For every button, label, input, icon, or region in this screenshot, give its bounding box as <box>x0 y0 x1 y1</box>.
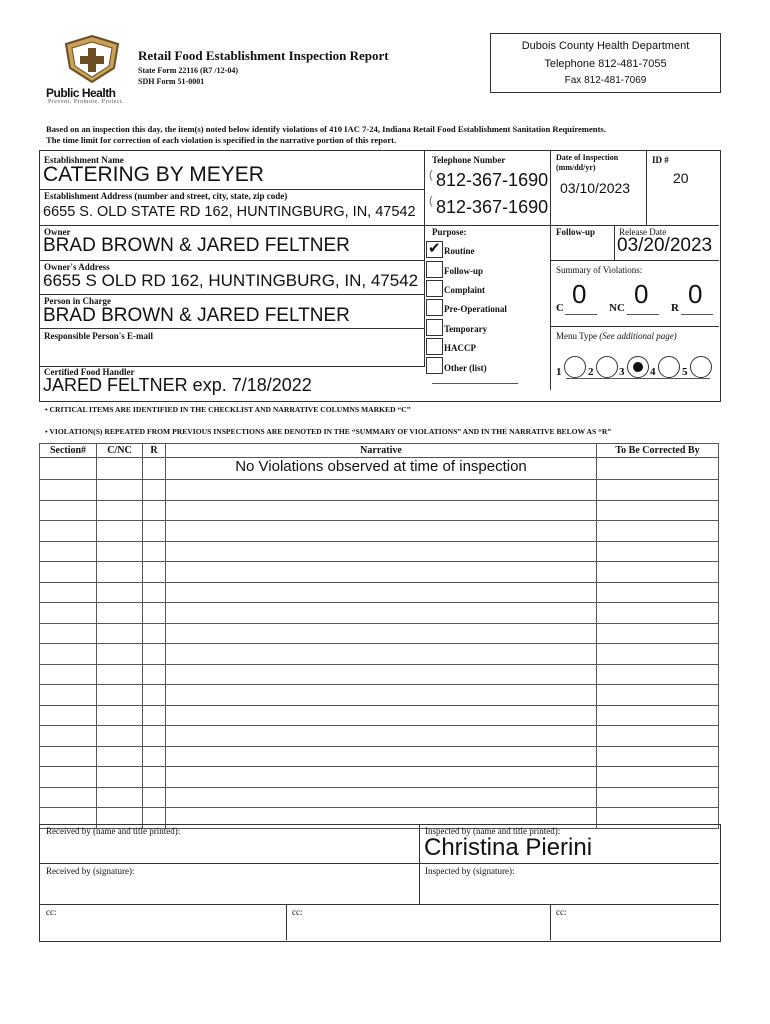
purpose-haccp-label: HACCP <box>444 343 476 353</box>
table-row <box>40 562 719 583</box>
cell-cnc[interactable] <box>97 603 143 624</box>
cell-section[interactable] <box>40 746 97 767</box>
cell-correct-by[interactable] <box>597 541 719 562</box>
menu-type-5-label: 5 <box>682 366 688 378</box>
id-label: ID # <box>652 155 669 165</box>
purpose-pre-operational-label: Pre-Operational <box>444 304 507 314</box>
cell-narrative[interactable] <box>166 623 597 644</box>
inspected-by-name-label: Inspected by (name and title printed): <box>425 826 561 836</box>
form-number-1: State Form 22116 (R7 /12-04) <box>138 66 238 75</box>
purpose-haccp-checkbox[interactable] <box>426 338 443 355</box>
table-row <box>40 746 719 767</box>
cell-section[interactable] <box>40 541 97 562</box>
cell-r[interactable] <box>143 685 166 706</box>
responsible-email-label: Responsible Person's E-mail <box>44 331 154 341</box>
cell-cnc[interactable] <box>97 767 143 788</box>
department-phone: Telephone 812-481-7055 <box>544 58 667 70</box>
column-header-cnc: C/NC <box>97 444 143 458</box>
cell-correct-by[interactable] <box>597 582 719 603</box>
cell-r[interactable] <box>143 746 166 767</box>
cell-narrative[interactable] <box>166 644 597 665</box>
table-row <box>40 664 719 685</box>
summary-c-label: C <box>556 302 564 314</box>
cell-section[interactable] <box>40 458 97 480</box>
cell-r[interactable] <box>143 623 166 644</box>
cell-narrative[interactable] <box>166 480 597 501</box>
logo-text: Public Health <box>46 86 116 100</box>
establishment-name-field[interactable]: CATERING BY MEYER <box>43 163 264 186</box>
cell-r[interactable] <box>143 480 166 501</box>
summary-nc-label: NC <box>609 302 625 314</box>
menu-type-title: Menu Type <box>556 331 597 341</box>
public-health-shield-icon <box>62 34 122 84</box>
cell-cnc[interactable] <box>97 521 143 542</box>
note-repeated-violations: • VIOLATION(S) REPEATED FROM PREVIOUS INSPECTIONS ARE DENOTED IN THE “SUMMARY OF VIOLATIONS” AND IN THE NARRATIVE BELOW AS “R” <box>45 427 612 436</box>
cell-r[interactable] <box>143 603 166 624</box>
date-format-label: (mm/dd/yr) <box>556 163 596 172</box>
cell-section[interactable] <box>40 603 97 624</box>
cell-r[interactable] <box>143 521 166 542</box>
cell-correct-by[interactable] <box>597 521 719 542</box>
cell-correct-by[interactable] <box>597 500 719 521</box>
received-by-name-field[interactable] <box>42 836 416 862</box>
purpose-complaint-label: Complaint <box>444 285 486 295</box>
column-header-correct-by: To Be Corrected By <box>597 444 719 458</box>
cell-correct-by[interactable] <box>597 644 719 665</box>
cell-section[interactable] <box>40 582 97 603</box>
cc-label-1: cc: <box>46 907 57 917</box>
inspected-by-signature-field[interactable] <box>422 877 716 902</box>
owners-address-label: Owner's Address <box>44 262 110 272</box>
summary-nc-value[interactable]: 0 <box>634 279 649 309</box>
purpose-label: Purpose: <box>432 227 467 237</box>
menu-type-5-radio[interactable] <box>690 356 712 378</box>
table-row <box>40 726 719 747</box>
cell-cnc[interactable] <box>97 644 143 665</box>
menu-type-1-radio[interactable] <box>564 356 586 378</box>
table-row <box>40 500 719 521</box>
establishment-address-label: Establishment Address (number and street, city, state, zip code) <box>44 191 288 201</box>
cell-narrative[interactable] <box>166 500 597 521</box>
cell-section[interactable] <box>40 644 97 665</box>
id-field[interactable]: 20 <box>673 170 689 186</box>
cell-r[interactable] <box>143 541 166 562</box>
follow-up-label: Follow-up <box>556 227 596 237</box>
date-of-inspection-label: Date of Inspection <box>556 153 619 162</box>
cell-narrative[interactable] <box>166 685 597 706</box>
cc-label-2: cc: <box>292 907 303 917</box>
cell-narrative[interactable] <box>166 705 597 726</box>
cell-narrative[interactable]: No Violations observed at time of inspection <box>166 458 597 480</box>
cell-section[interactable] <box>40 726 97 747</box>
cell-cnc[interactable] <box>97 480 143 501</box>
received-by-signature-field[interactable] <box>42 877 416 902</box>
certified-food-handler-label: Certified Food Handler <box>44 367 135 377</box>
release-date-label: Release Date <box>619 227 667 237</box>
table-row <box>40 685 719 706</box>
cell-r[interactable] <box>143 787 166 808</box>
cell-cnc[interactable] <box>97 623 143 644</box>
cell-r[interactable] <box>143 458 166 480</box>
cell-narrative[interactable] <box>166 787 597 808</box>
purpose-routine-checkbox[interactable] <box>426 241 443 258</box>
cell-narrative[interactable] <box>166 541 597 562</box>
date-of-inspection-field[interactable]: 03/10/2023 <box>560 180 631 196</box>
table-row <box>40 541 719 562</box>
telephone-paren-2: ( <box>429 195 433 207</box>
cell-section[interactable] <box>40 705 97 726</box>
menu-type-3-radio[interactable] <box>627 356 649 378</box>
cell-r[interactable] <box>143 767 166 788</box>
person-in-charge-field[interactable]: BRAD BROWN & JARED FELTNER <box>43 305 350 326</box>
cell-correct-by[interactable] <box>597 623 719 644</box>
cell-narrative[interactable] <box>166 521 597 542</box>
cell-r[interactable] <box>143 582 166 603</box>
table-row <box>40 767 719 788</box>
cell-section[interactable] <box>40 787 97 808</box>
cell-cnc[interactable] <box>97 726 143 747</box>
purpose-routine-label: Routine <box>444 246 475 256</box>
cell-cnc[interactable] <box>97 582 143 603</box>
purpose-follow-up-label: Follow-up <box>444 266 484 276</box>
cell-cnc[interactable] <box>97 458 143 480</box>
cell-cnc[interactable] <box>97 746 143 767</box>
summary-r-label: R <box>671 302 679 314</box>
purpose-other-checkbox[interactable] <box>426 357 443 374</box>
inspected-by-signature-label: Inspected by (signature): <box>425 866 515 876</box>
cell-section[interactable] <box>40 664 97 685</box>
purpose-complaint-checkbox[interactable] <box>426 280 443 297</box>
cell-narrative[interactable] <box>166 746 597 767</box>
table-row <box>40 705 719 726</box>
cell-r[interactable] <box>143 500 166 521</box>
establishment-address-field[interactable]: 6655 S. OLD STATE RD 162, HUNTINGBURG, IN, 47542 <box>43 204 416 220</box>
cell-correct-by[interactable] <box>597 746 719 767</box>
form-number-2: SDH Form 51-0001 <box>138 77 205 86</box>
cell-r[interactable] <box>143 664 166 685</box>
cell-correct-by[interactable] <box>597 705 719 726</box>
intro-line-2: The time limit for correction of each violation is specified in the narrative portion of this report. <box>46 135 397 145</box>
cell-correct-by[interactable] <box>597 685 719 706</box>
menu-type-2-radio[interactable] <box>596 356 618 378</box>
menu-type-label <box>556 331 677 341</box>
certified-food-handler-field[interactable]: JARED FELTNER exp. 7/18/2022 <box>43 375 312 395</box>
logo-tagline: Prevent. Promote. Protect. <box>48 99 125 105</box>
cell-r[interactable] <box>143 562 166 583</box>
violations-table <box>39 443 719 829</box>
cell-section[interactable] <box>40 685 97 706</box>
column-header-section: Section# <box>40 444 97 458</box>
summary-c-value[interactable]: 0 <box>572 279 587 309</box>
owner-field[interactable]: BRAD BROWN & JARED FELTNER <box>43 235 350 256</box>
menu-type-4-radio[interactable] <box>658 356 680 378</box>
purpose-temporary-checkbox[interactable] <box>426 319 443 336</box>
cell-section[interactable] <box>40 623 97 644</box>
cell-section[interactable] <box>40 500 97 521</box>
intro-line-1: Based on an inspection this day, the item(s) noted below identify violations of 410 IAC 7-24, Indiana Retail Food Establishment Sanitation Requirements. <box>46 124 606 134</box>
purpose-follow-up-checkbox[interactable] <box>426 261 443 278</box>
cell-narrative[interactable] <box>166 582 597 603</box>
cell-narrative[interactable] <box>166 664 597 685</box>
column-header-narrative: Narrative <box>166 444 597 458</box>
telephone-paren-1: ( <box>429 169 433 181</box>
cell-r[interactable] <box>143 726 166 747</box>
department-box <box>490 33 721 93</box>
cell-cnc[interactable] <box>97 664 143 685</box>
cell-correct-by[interactable] <box>597 767 719 788</box>
note-critical-items: • CRITICAL ITEMS ARE IDENTIFIED IN THE CHECKLIST AND NARRATIVE COLUMNS MARKED “C” <box>45 405 411 414</box>
cell-r[interactable] <box>143 705 166 726</box>
column-header-r: R <box>143 444 166 458</box>
radio-selected-dot <box>633 362 643 372</box>
cell-correct-by[interactable] <box>597 787 719 808</box>
checkmark-icon: ✔ <box>428 239 441 257</box>
menu-type-2-label: 2 <box>588 366 594 378</box>
table-row <box>40 787 719 808</box>
purpose-other-label: Other (list) <box>444 363 487 373</box>
establishment-name-label: Establishment Name <box>44 155 124 165</box>
telephone-field-2[interactable]: 812-367-1690 <box>436 197 549 217</box>
cell-narrative[interactable] <box>166 603 597 624</box>
person-in-charge-label: Person in Charge <box>44 296 111 306</box>
cell-correct-by[interactable] <box>597 562 719 583</box>
menu-type-1-label: 1 <box>556 366 562 378</box>
cell-section[interactable] <box>40 562 97 583</box>
owners-address-field[interactable]: 6655 S OLD RD 162, HUNTINGBURG, IN, 47542 <box>43 271 419 290</box>
cell-section[interactable] <box>40 480 97 501</box>
table-row <box>40 644 719 665</box>
received-by-signature-label: Received by (signature): <box>46 866 135 876</box>
cell-section[interactable] <box>40 521 97 542</box>
cell-cnc[interactable] <box>97 500 143 521</box>
menu-type-3-label: 3 <box>619 366 625 378</box>
telephone-field-1[interactable]: 812-367-1690 <box>436 170 549 190</box>
cell-cnc[interactable] <box>97 685 143 706</box>
table-row <box>40 582 719 603</box>
cell-cnc[interactable] <box>97 562 143 583</box>
cell-narrative[interactable] <box>166 562 597 583</box>
cell-correct-by[interactable] <box>597 664 719 685</box>
cell-correct-by[interactable] <box>597 726 719 747</box>
cell-narrative[interactable] <box>166 767 597 788</box>
department-fax: Fax 812-481-7069 <box>564 75 647 86</box>
table-row <box>40 521 719 542</box>
summary-r-value[interactable]: 0 <box>688 279 703 309</box>
cell-narrative[interactable] <box>166 726 597 747</box>
telephone-label: Telephone Number <box>432 155 506 165</box>
purpose-temporary-label: Temporary <box>444 324 488 334</box>
cell-r[interactable] <box>143 644 166 665</box>
purpose-pre-operational-checkbox[interactable] <box>426 299 443 316</box>
cell-correct-by[interactable] <box>597 603 719 624</box>
other-list-line[interactable] <box>432 383 518 384</box>
cell-correct-by[interactable] <box>597 480 719 501</box>
table-row <box>40 623 719 644</box>
cell-cnc[interactable] <box>97 705 143 726</box>
summary-of-violations-label: Summary of Violations: <box>556 265 643 275</box>
report-title: Retail Food Establishment Inspection Report <box>138 48 389 63</box>
cell-cnc[interactable] <box>97 787 143 808</box>
cell-cnc[interactable] <box>97 541 143 562</box>
owner-label: Owner <box>44 227 71 237</box>
received-by-name-label: Received by (name and title printed): <box>46 826 181 836</box>
table-row <box>40 458 719 480</box>
menu-type-4-label: 4 <box>650 366 656 378</box>
inspector-name-field[interactable]: Christina Pierini <box>424 834 593 861</box>
table-row <box>40 603 719 624</box>
cc-label-3: cc: <box>556 907 567 917</box>
release-date-field[interactable]: 03/20/2023 <box>617 235 713 256</box>
department-name: Dubois County Health Department <box>521 40 690 52</box>
cell-section[interactable] <box>40 767 97 788</box>
public-health-logo <box>44 34 134 106</box>
table-row <box>40 480 719 501</box>
cell-correct-by[interactable] <box>597 458 719 480</box>
menu-type-note: (See additional page) <box>599 331 677 341</box>
